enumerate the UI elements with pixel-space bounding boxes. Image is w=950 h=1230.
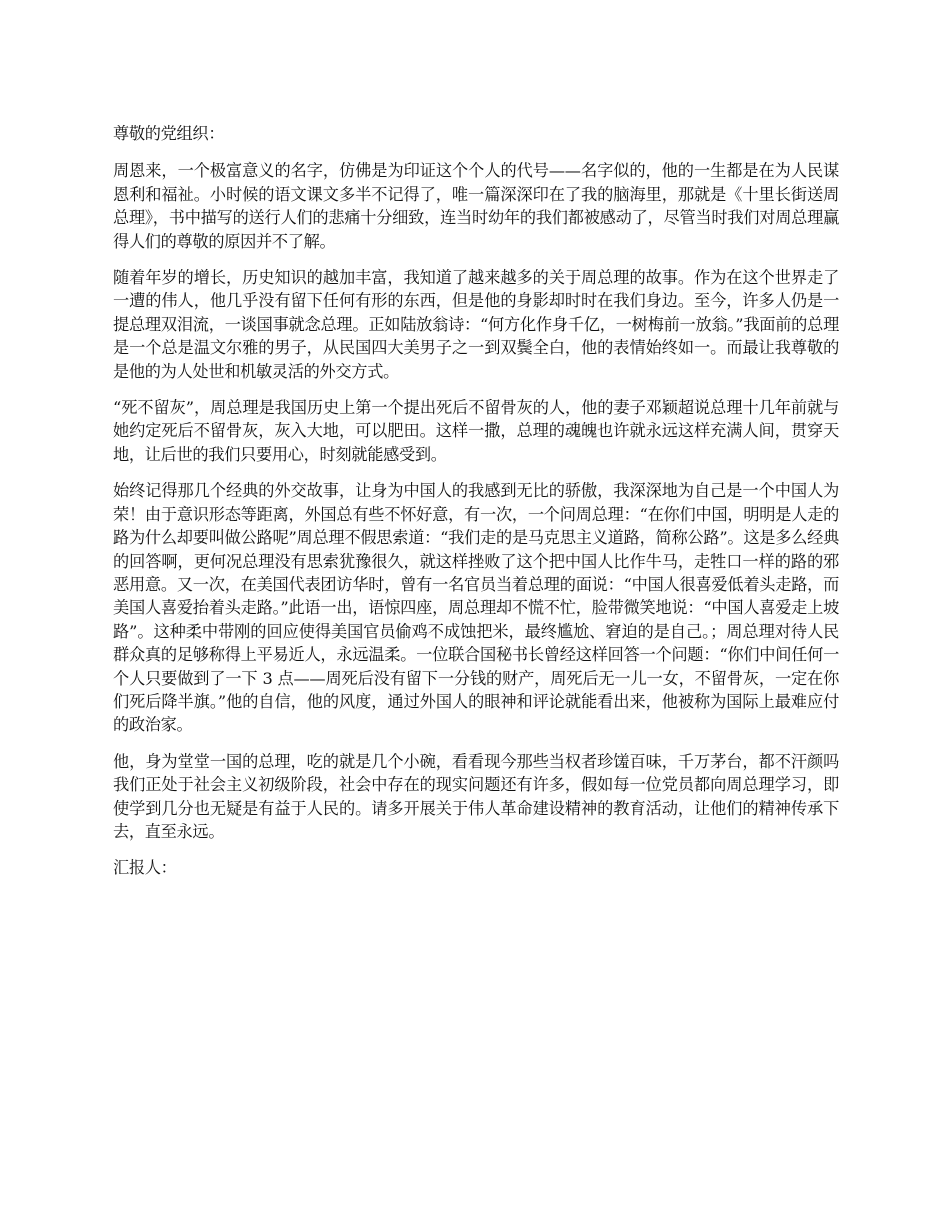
- document-page: [113, 122, 839, 893]
- salutation: 尊敬的党组织：: [113, 124, 225, 143]
- paragraph-3: “死不留灰”，周总理是我国历史上第一个提出死后不留骨灰的人，他的妻子邓颖超说总理十几年前就与她约定死后不留骨灰，灰入大地，可以肥田。这样一撒，总理的魂魄也许就永远这样充满人间，贯穿天地，让后世的我们只要用心，时刻就能感受到。: [113, 398, 839, 464]
- paragraph-5: 他，身为堂堂一国的总理，吃的就是几个小碗，看看现今那些当权者珍馐百味，千万茅台，都不汗颜吗我们正处于社会主义初级阶段，社会中存在的现实问题还有许多，假如每一位党员都向周总理学习，即使学到几分也无疑是有益于人民的。请多开展关于伟人革命建设精神的教育活动，让他们的精神传承下去，直至永远。: [113, 751, 839, 841]
- paragraph-2: 随着年岁的增长，历史知识的越加丰富，我知道了越来越多的关于周总理的故事。作为在这个世界走了一遭的伟人，他几乎没有留下任何有形的东西，但是他的身影却时时在我们身边。至今，许多人仍是一提总理双泪流，一谈国事就念总理。正如陆放翁诗：“何方化作身千亿，一树梅前一放翁。”我面前的总理是一个总是温文尔雅的男子，从民国四大美男子之一到双鬓全白，他的表情始终如一。而最让我尊敬的是他的为人处世和机敏灵活的外交方式。: [113, 268, 839, 381]
- signature: 汇报人：: [113, 858, 177, 878]
- paragraph-1: 周恩来，一个极富意义的名字，仿佛是为印证这个个人的代号——名字似的，他的一生都是在为人民谋恩利和福祉。小时候的语文课文多半不记得了，唯一篇深深印在了我的脑海里，那就是《十里长街送周总理》，书中描写的送行人们的悲痛十分细致，连当时幼年的我们都被感动了，尽管当时我们对周总理赢得人们的尊敬的原因并不了解。: [113, 161, 839, 251]
- paragraph-4: 始终记得那几个经典的外交故事，让身为中国人的我感到无比的骄傲，我深深地为自己是一个中国人为荣！由于意识形态等距离，外国总有些不怀好意，有一次，一个问周总理：“在你们中国，明明是人走的路为什么却要叫做公路呢”周总理不假思索道：“我们走的是马克思主义道路，简称公路”。这是多么经典的回答啊，更何况总理没有思索犹豫很久，就这样挫败了这个把中国人比作牛马，走牲口一样的路的邪恶用意。又一次，在美国代表团访华时，曾有一名官员当着总理的面说：“中国人很喜爱低着头走路，而美国人喜爱抬着头走路。”此语一出，语惊四座，周总理却不慌不忙，脸带微笑地说：“中国人喜爱走上坡路”。这种柔中带刚的回应使得美国官员偷鸡不成蚀把米，最终尴尬、窘迫的是自己。；周总理对待人民群众真的足够称得上平易近人，永远温柔。一位联合国秘书长曾经这样回答一个问题：“你们中间任何一个人只要做到了一下 3 点——周死后没有留下一分钱的财产，周死后无一儿一女，不留骨灰，一定在你们死后降半旗。”他的自信，他的风度，通过外国人的眼神和评论就能看出来，他被称为国际上最难应付的政治家。: [113, 481, 839, 735]
